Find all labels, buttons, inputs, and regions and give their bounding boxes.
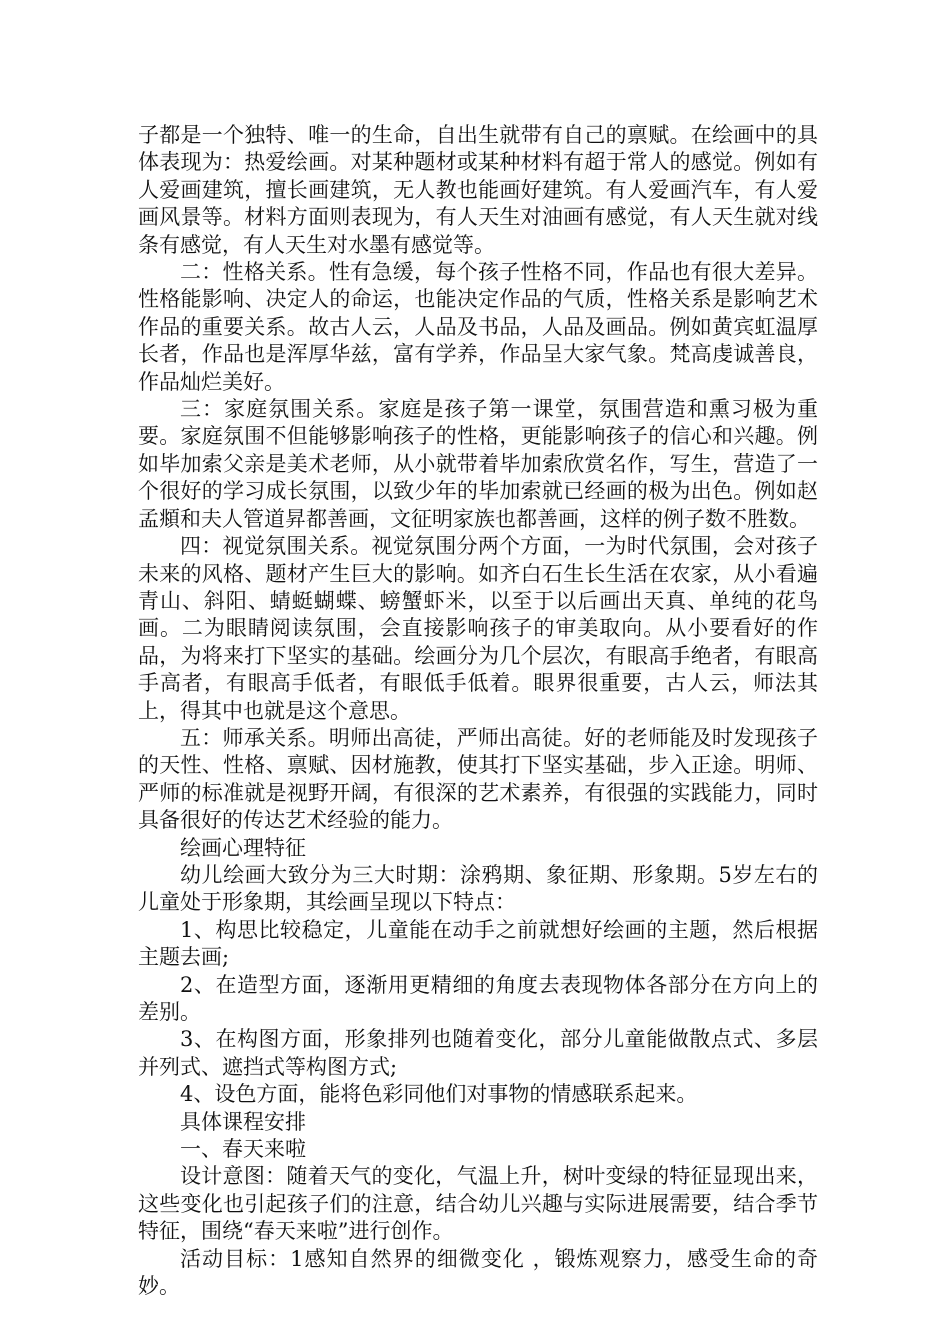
document-page	[138, 122, 818, 1300]
paragraph-activity-goal: 活动目标：1感知自然界的细微变化 ，锻炼观察力，感受生命的奇妙。	[138, 1246, 818, 1299]
section-heading-psychology: 绘画心理特征	[180, 835, 306, 860]
section-heading-courses: 具体课程安排	[180, 1109, 306, 1134]
paragraph-talent: 子都是一个独特、唯一的生命，自出生就带有自己的禀赋。在绘画中的具体表现为：热爱绘画。对某种题材或某种材料有超于常人的感觉。例如有人爱画建筑，擅长画建筑，无人教也能画好建筑。有人爱画汽车，有人爱画风景等。材料方面则表现为，有人天生对油画有感觉，有人天生就对线条有感觉，有人天生对水墨有感觉等。	[138, 123, 818, 257]
list-item-2: 2、在造型方面，逐渐用更精细的角度去表现物体各部分在方向上的差别。	[138, 972, 818, 1024]
list-item-3: 3、在构图方面，形象排列也随着变化，部分儿童能做散点式、多层并列式、遮挡式等构图方式;	[138, 1027, 818, 1079]
course-title-spring: 一、春天来啦	[180, 1137, 306, 1162]
paragraph-stages: 幼儿绘画大致分为三大时期：涂鸦期、象征期、形象期。5岁左右的儿童处于形象期，其绘画呈现以下特点：	[138, 862, 818, 915]
paragraph-family: 三：家庭氛围关系。家庭是孩子第一课堂，氛围营造和熏习极为重要。家庭氛围不但能够影响孩子的性格，更能影响孩子的信心和兴趣。例如毕加索父亲是美术老师，从小就带着毕加索欣赏名作，写生，营造了一个很好的学习成长氛围，以致少年的毕加索就已经画的极为出色。例如赵孟頫和夫人管道昇都善画，文征明家族也都善画，这样的例子数不胜数。	[138, 397, 818, 531]
paragraph-design-intent: 设计意图：随着天气的变化，气温上升，树叶变绿的特征显现出来，这些变化也引起孩子们的注意，结合幼儿兴趣与实际进展需要，结合季节特征，围绕“春天来啦”进行创作。	[138, 1164, 818, 1244]
list-item-1: 1、构思比较稳定，儿童能在动手之前就想好绘画的主题，然后根据主题去画;	[138, 917, 818, 970]
list-item-4: 4、设色方面，能将色彩同他们对事物的情感联系起来。	[180, 1082, 698, 1107]
paragraph-visual: 四：视觉氛围关系。视觉氛围分两个方面，一为时代氛围，会对孩子未来的风格、题材产生巨大的影响。如齐白石生长生活在农家，从小看遍青山、斜阳、蜻蜓蝴蝶、螃蟹虾米，以至于以后画出天真、单纯的花鸟画。二为眼睛阅读氛围，会直接影响孩子的审美取向。从小要看好的作品，为将来打下坚实的基础。绘画分为几个层次，有眼高手绝者，有眼高手高者，有眼高手低者，有眼低手低着。眼界很重要，古人云，师法其上，得其中也就是这个意思。	[138, 534, 818, 723]
paragraph-personality: 二：性格关系。性有急缓，每个孩子性格不同，作品也有很大差异。性格能影响、决定人的命运，也能决定作品的气质，性格关系是影响艺术作品的重要关系。故古人云，人品及书品，人品及画品。例如黄宾虹温厚长者，作品也是浑厚华兹，富有学养，作品呈大家气象。梵高虔诚善良，作品灿烂美好。	[138, 260, 818, 394]
paragraph-mentor: 五：师承关系。明师出高徒，严师出高徒。好的老师能及时发现孩子的天性、性格、禀赋、因材施教，使其打下坚实基础，步入正途。明师、严师的标准就是视野开阔，有很深的艺术素养，有很强的实践能力，同时具备很好的传达艺术经验的能力。	[138, 725, 818, 833]
